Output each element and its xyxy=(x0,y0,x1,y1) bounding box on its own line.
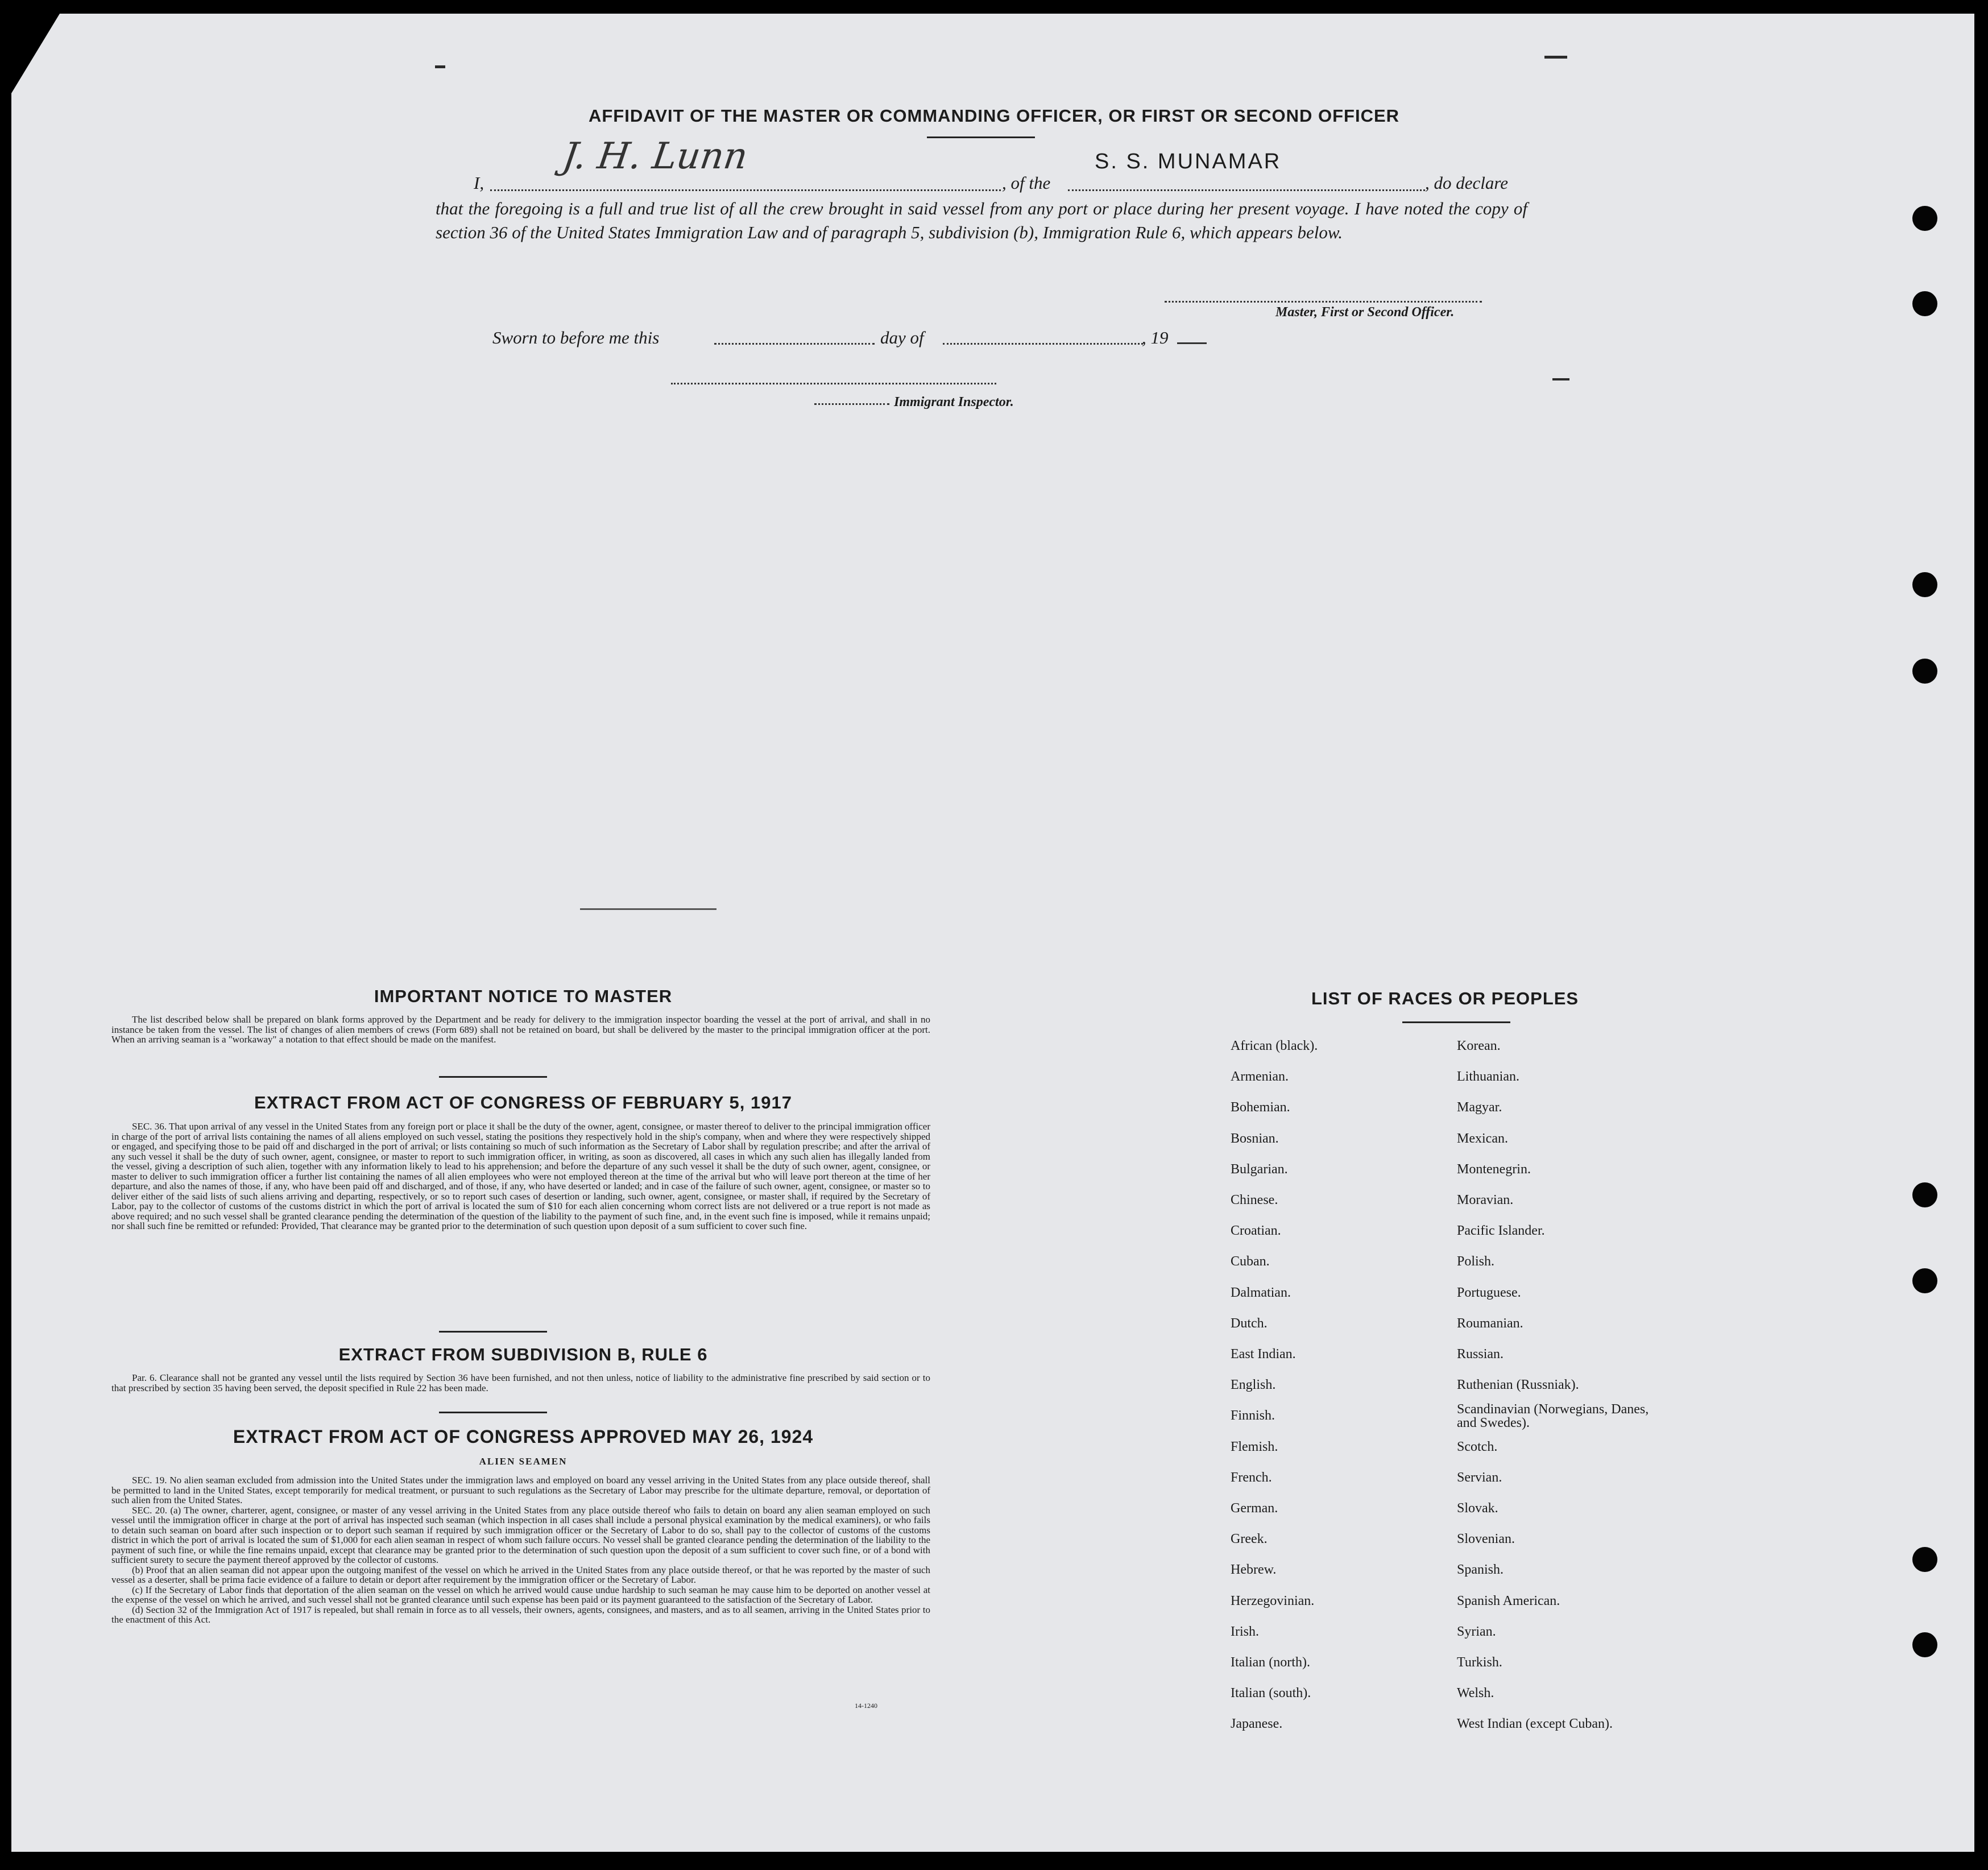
form-number: 14-1240 xyxy=(855,1702,877,1710)
race-item: West Indian (except Cuban). xyxy=(1457,1716,1613,1732)
race-item: Mexican. xyxy=(1457,1131,1508,1146)
inspector-signature-line xyxy=(671,371,996,384)
race-item: Moravian. xyxy=(1457,1193,1514,1207)
binder-hole xyxy=(1912,1547,1937,1572)
race-item: Polish. xyxy=(1457,1254,1495,1269)
race-item: Japanese. xyxy=(1231,1716,1283,1732)
notice-title: IMPORTANT NOTICE TO MASTER xyxy=(374,986,673,1006)
scan-mark xyxy=(1552,378,1569,380)
race-item: Armenian. xyxy=(1231,1069,1289,1085)
section-divider xyxy=(439,1076,547,1078)
race-item: Scandinavian (Norwegians, Danes, and Swedes). xyxy=(1457,1402,1649,1431)
year-label: , 19 xyxy=(1142,328,1169,347)
affidavit-title: AFFIDAVIT OF THE MASTER OR COMMANDING OFFICER, OR FIRST OR SECOND OFFICER xyxy=(588,106,1400,126)
binder-hole xyxy=(1912,1182,1937,1207)
race-item: Turkish. xyxy=(1457,1655,1502,1670)
race-item: Hebrew. xyxy=(1231,1562,1277,1578)
race-item: English. xyxy=(1231,1377,1276,1393)
scan-mark xyxy=(435,65,445,68)
race-item: German. xyxy=(1231,1501,1278,1516)
scan-mark xyxy=(580,908,716,910)
extract-1924-body xyxy=(111,1475,930,1625)
extract-rule6-title: EXTRACT FROM SUBDIVISION B, RULE 6 xyxy=(338,1344,708,1364)
race-item: African (black). xyxy=(1231,1039,1318,1053)
section-20b: (b) Proof that an alien seaman did not appear upon the outgoing manifest of the vessel on which he arrived in the United States from any place outside thereof, or that he was reported by the master of such vessel as a deserter, shall be prima facie evidence of a failure to detain or deport after requirement by the immigration officer or the Secretary of Labor. xyxy=(111,1564,930,1585)
extract-rule6-body: Par. 6. Clearance shall not be granted any vessel until the lists required by Section 36 have been furnished, and not then unless, notice of liability to the administrative fine prescribed by said section or to that prescribed by section 35 having been served, the deposit specified in Rule 22 has been made. xyxy=(111,1372,930,1393)
of-the-label: , of the xyxy=(1002,173,1051,193)
race-item: French. xyxy=(1231,1470,1272,1485)
race-item: Lithuanian. xyxy=(1457,1069,1519,1085)
race-item: Greek. xyxy=(1231,1532,1268,1547)
inspector-lead-line xyxy=(814,392,889,405)
binder-hole xyxy=(1912,291,1937,316)
alien-seamen-subtitle: ALIEN SEAMEN xyxy=(479,1456,568,1467)
section-19: SEC. 19. No alien seaman excluded from admission into the United States under the immigration laws and employed on board any vessel arriving in the United States from any place outside thereof, shall be permitted to land in the United States, except temporarily for medical treatment, or pursuant to such regulations as the Secretary of Labor may prescribe for the ultimate departure, removal, or deportation of such alien from the United States. xyxy=(111,1475,930,1505)
vessel-name: S. S. MUNAMAR xyxy=(1095,150,1282,173)
race-item: Korean. xyxy=(1457,1039,1501,1053)
race-item: Montenegrin. xyxy=(1457,1161,1531,1177)
race-item: Dalmatian. xyxy=(1231,1285,1291,1300)
race-item: Russian. xyxy=(1457,1347,1504,1362)
day-of-label: day of xyxy=(880,328,924,347)
race-item: Ruthenian (Russniak). xyxy=(1457,1377,1579,1393)
race-item: Finnish. xyxy=(1231,1408,1275,1424)
binder-hole xyxy=(1912,1632,1937,1657)
binder-hole xyxy=(1912,659,1937,684)
section-divider xyxy=(439,1412,547,1413)
extract-1924-title: EXTRACT FROM ACT OF CONGRESS APPROVED MAY 26, 1924 xyxy=(233,1426,814,1447)
extract-1917-title: EXTRACT FROM ACT OF CONGRESS OF FEBRUARY 5, 1917 xyxy=(254,1093,792,1112)
race-item: Croatian. xyxy=(1231,1223,1281,1239)
race-item: Irish. xyxy=(1231,1624,1259,1639)
master-signature-line xyxy=(1165,290,1482,303)
race-item: Servian. xyxy=(1457,1470,1502,1485)
master-label: Master, First or Second Officer. xyxy=(1275,305,1455,320)
race-item: East Indian. xyxy=(1231,1347,1296,1362)
races-divider xyxy=(1402,1021,1510,1023)
race-item: Portuguese. xyxy=(1457,1285,1521,1300)
race-item: Slovenian. xyxy=(1457,1532,1515,1547)
race-item: Spanish. xyxy=(1457,1562,1504,1578)
sworn-month-line xyxy=(943,329,1143,345)
race-item: Bosnian. xyxy=(1231,1131,1279,1146)
section-20a: SEC. 20. (a) The owner, charterer, agent, consignee, or master of any vessel arriving in the United States from any place outside thereof who fails to detain on board any alien seaman employed on such vessel until the immigration officer in charge at the port of arrival has inspected such seaman (which inspection in all cases shall include a personal physical examination by the medical examiners), or who fails to detain such seaman on board after such inspection or to deport such seaman if required by such immigration officer or the Secretary of Labor to do so, shall pay to the collector of customs of the customs district in which the port of arrival is located the sum of $1,000 for each alien seaman in respect of whom such failure occurs. No vessel shall be granted clearance pending the determination of the liability to the payment of such fine, or while the fine remains unpaid, except that clearance may be granted prior to the determination of such question upon the deposit of a sum sufficient to cover such fine, or of a bond with sufficient surety to secure the payment thereof approved by the collector of customs. xyxy=(111,1504,930,1565)
race-item: Roumanian. xyxy=(1457,1315,1523,1331)
race-item: Bohemian. xyxy=(1231,1100,1290,1115)
binder-hole xyxy=(1912,572,1937,597)
sworn-label: Sworn to before me this xyxy=(492,328,660,347)
inspector-label: Immigrant Inspector. xyxy=(894,395,1014,409)
race-item: Syrian. xyxy=(1457,1624,1496,1639)
race-item: Cuban. xyxy=(1231,1254,1270,1269)
section-20d: (d) Section 32 of the Immigration Act of 1917 is repealed, but shall remain in force as to all vessels, their owners, agents, consignees, and masters, and as to all seamen, arriving in the United States prior to the enactment of this Act. xyxy=(111,1604,930,1625)
race-item: Pacific Islander. xyxy=(1457,1223,1545,1239)
do-declare-label: , do declare xyxy=(1425,173,1509,193)
race-item: Spanish American. xyxy=(1457,1593,1560,1608)
race-item: Magyar. xyxy=(1457,1100,1502,1115)
race-item: Italian (south). xyxy=(1231,1686,1311,1701)
master-signature: J. H. Lunn xyxy=(560,135,751,177)
title-divider xyxy=(927,136,1035,138)
race-item: Welsh. xyxy=(1457,1686,1494,1701)
race-item: Scotch. xyxy=(1457,1439,1498,1454)
year-line xyxy=(1177,342,1207,344)
race-item: Slovak. xyxy=(1457,1501,1498,1516)
races-title: LIST OF RACES OR PEOPLES xyxy=(1311,988,1579,1008)
section-divider xyxy=(439,1331,547,1333)
sworn-day-line xyxy=(714,329,875,345)
race-item: Flemish. xyxy=(1231,1439,1278,1454)
binder-hole xyxy=(1912,206,1937,231)
race-item: Bulgarian. xyxy=(1231,1161,1288,1177)
binder-hole xyxy=(1912,1268,1937,1293)
scan-mark xyxy=(1544,56,1567,59)
race-item: Chinese. xyxy=(1231,1193,1278,1207)
extract-1917-body: SEC. 36. That upon arrival of any vessel in the United States from any foreign port or place it shall be the duty of the owner, agent, consignee, or master thereof to deliver to the principal immigration officer in charge of the port of arrival lists containing the names of all aliens employed on such vessel, stating the positions they respectively hold in the ship's company, when and where they were respectively shipped or engaged, and specifying those to be paid off and discharged in the port of arrival; or lists containing so much of such information as the Secretary of Labor shall by regulation prescribe; and after the arrival of any such vessel it shall be the duty of such owner, agent, consignee, or master to report to such immigration officer, in writing, as soon as discovered, all cases in which any such alien has illegally landed from the vessel, giving a description of such alien, together with any information likely to lead to his apprehension; and before the departure of any such vessel it shall be the duty of such owner, agent, consignee, or master to deliver to such immigration officer a further list containing the names of all alien employees who were not employed thereon at the time of the arrival but who will leave port thereon at the time of her departure, and also the names of those, if any, who have been paid off and discharged, and of those, if any, who have deserted or landed; and in case of the failure of such owner, agent, consignee, or master so to deliver either of the said lists of such aliens arriving and departing, respectively, or so to report such cases of desertion or landing, such owner, agent, consignee, or master shall, if required by the Secretary of Labor, pay to the collector of customs of the customs district in which the port of arrival is located the sum of $10 for each alien concerning whom correct lists are not delivered or a true report is not made as above required; and no such vessel shall be granted clearance pending the determination of the question of the liability to the payment of such fine, and, in the event such fine is imposed, while it remains unpaid; nor shall such fine be remitted or refunded: Provided, That clearance may be granted prior to the determination of such question upon deposit of a sum sufficient to cover such fine. xyxy=(111,1121,930,1231)
race-item: Herzegovinian. xyxy=(1231,1593,1315,1608)
race-item: Italian (north). xyxy=(1231,1655,1310,1670)
race-item: Dutch. xyxy=(1231,1315,1268,1331)
vessel-name-line xyxy=(1068,174,1425,191)
notice-body: The list described below shall be prepared on blank forms approved by the Department and be ready for delivery to the immigration inspector boarding the vessel at the port of arrival, and shall in no instance be taken from the vessel. The list of changes of alien members of crews (Form 689) shall not be retained on board, but shall be delivered by the master to the principal immigration officer at the port. When an arriving seaman is a "workaway" a notation to that effect should be made on the manifest. xyxy=(111,1014,930,1045)
declaration-text: that the foregoing is a full and true list of all the crew brought in said vessel from any port or place during her present voyage. I have noted the copy of section 36 of the United States Immigration Law and of paragraph 5, subdivision (b), Immigration Rule 6, which appears below. xyxy=(436,198,1527,242)
declarant-prefix: I, xyxy=(474,173,484,193)
section-20c: (c) If the Secretary of Labor finds that deportation of the alien seaman on the vessel on which he arrived would cause undue hardship to such seaman he may cause him to be deported on another vessel at the expense of the vessel on which he arrived, and such vessel shall not be granted clearance until such expense has been paid or its payment guaranteed to the satisfaction of the Secretary of Labor. xyxy=(111,1584,930,1605)
